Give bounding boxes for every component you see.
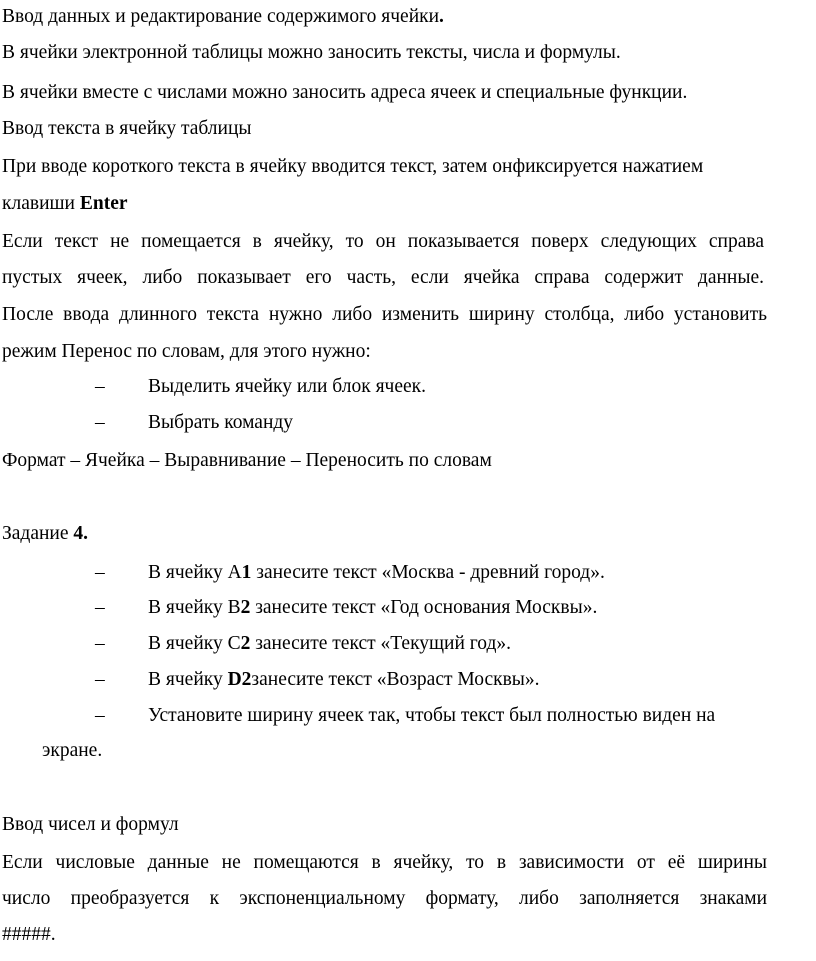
list-dash: – [95,705,105,726]
list-item: Выделить ячейку или блок ячеек. [148,376,427,397]
paragraph-long-text-line-1: После ввода длинного текста нужно либо изменить ширину столбца, либо установить [2,304,767,325]
menu-path: Формат – Ячейка – Выравнивание – Переносить по словам [2,450,492,471]
list-dash: – [95,633,105,654]
paragraph-addresses-functions: В ячейки вместе с числами можно заносить адреса ячеек и специальные функции. [2,82,688,103]
enter-key-label: Enter [79,193,128,214]
section-heading-numbers-formulas: Ввод чисел и формул [2,814,179,835]
paragraph-overflow-line-2: пустых ячеек, либо показывает его часть, если ячейка справа содержит данные. [2,267,764,288]
paragraph-long-text-line-2: режим Перенос по словам, для этого нужно: [2,341,371,362]
list-dash: – [95,376,105,397]
list-dash: – [95,412,105,433]
list-item: В ячейку A1 занесите текст «Москва - древний город». [148,562,605,583]
paragraph-texts-numbers-formulas: В ячейки электронной таблицы можно заносить тексты, числа и формулы. [2,42,621,63]
paragraph-numbers-line-3: #####. [2,924,56,945]
list-item: Выбрать команду [148,412,294,433]
list-item: Установите ширину ячеек так, чтобы текст был полностью виден на [148,705,716,726]
task-heading: Задание 4. [2,523,89,544]
paragraph-numbers-line-1: Если числовые данные не помещаются в ячейку, то в зависимости от её ширины [2,852,767,873]
list-dash: – [95,597,105,618]
list-dash: – [95,669,105,690]
list-item: В ячейку B2 занесите текст «Год основания Москвы». [148,597,598,618]
list-item: В ячейку D2занесите текст «Возраст Москвы». [148,669,540,690]
section-heading-data-entry: Ввод данных и редактирование содержимого ячейки. [2,6,444,27]
list-item: В ячейку C2 занесите текст «Текущий год». [148,633,512,654]
paragraph-short-text-line-1: При вводе короткого текста в ячейку вводится текст, затем онфиксируется нажатием [2,156,704,177]
paragraph-numbers-line-2: число преобразуется к экспоненциальному формату, либо заполняется знаками [2,888,767,909]
list-item-continuation: экране. [42,740,103,761]
paragraph-overflow-line-1: Если текст не помещается в ячейку, то он показывается поверх следующих справа [2,231,764,252]
paragraph-short-text-line-2: клавиши Enter [2,193,128,214]
section-heading-text-entry: Ввод текста в ячейку таблицы [2,118,252,139]
list-dash: – [95,562,105,583]
